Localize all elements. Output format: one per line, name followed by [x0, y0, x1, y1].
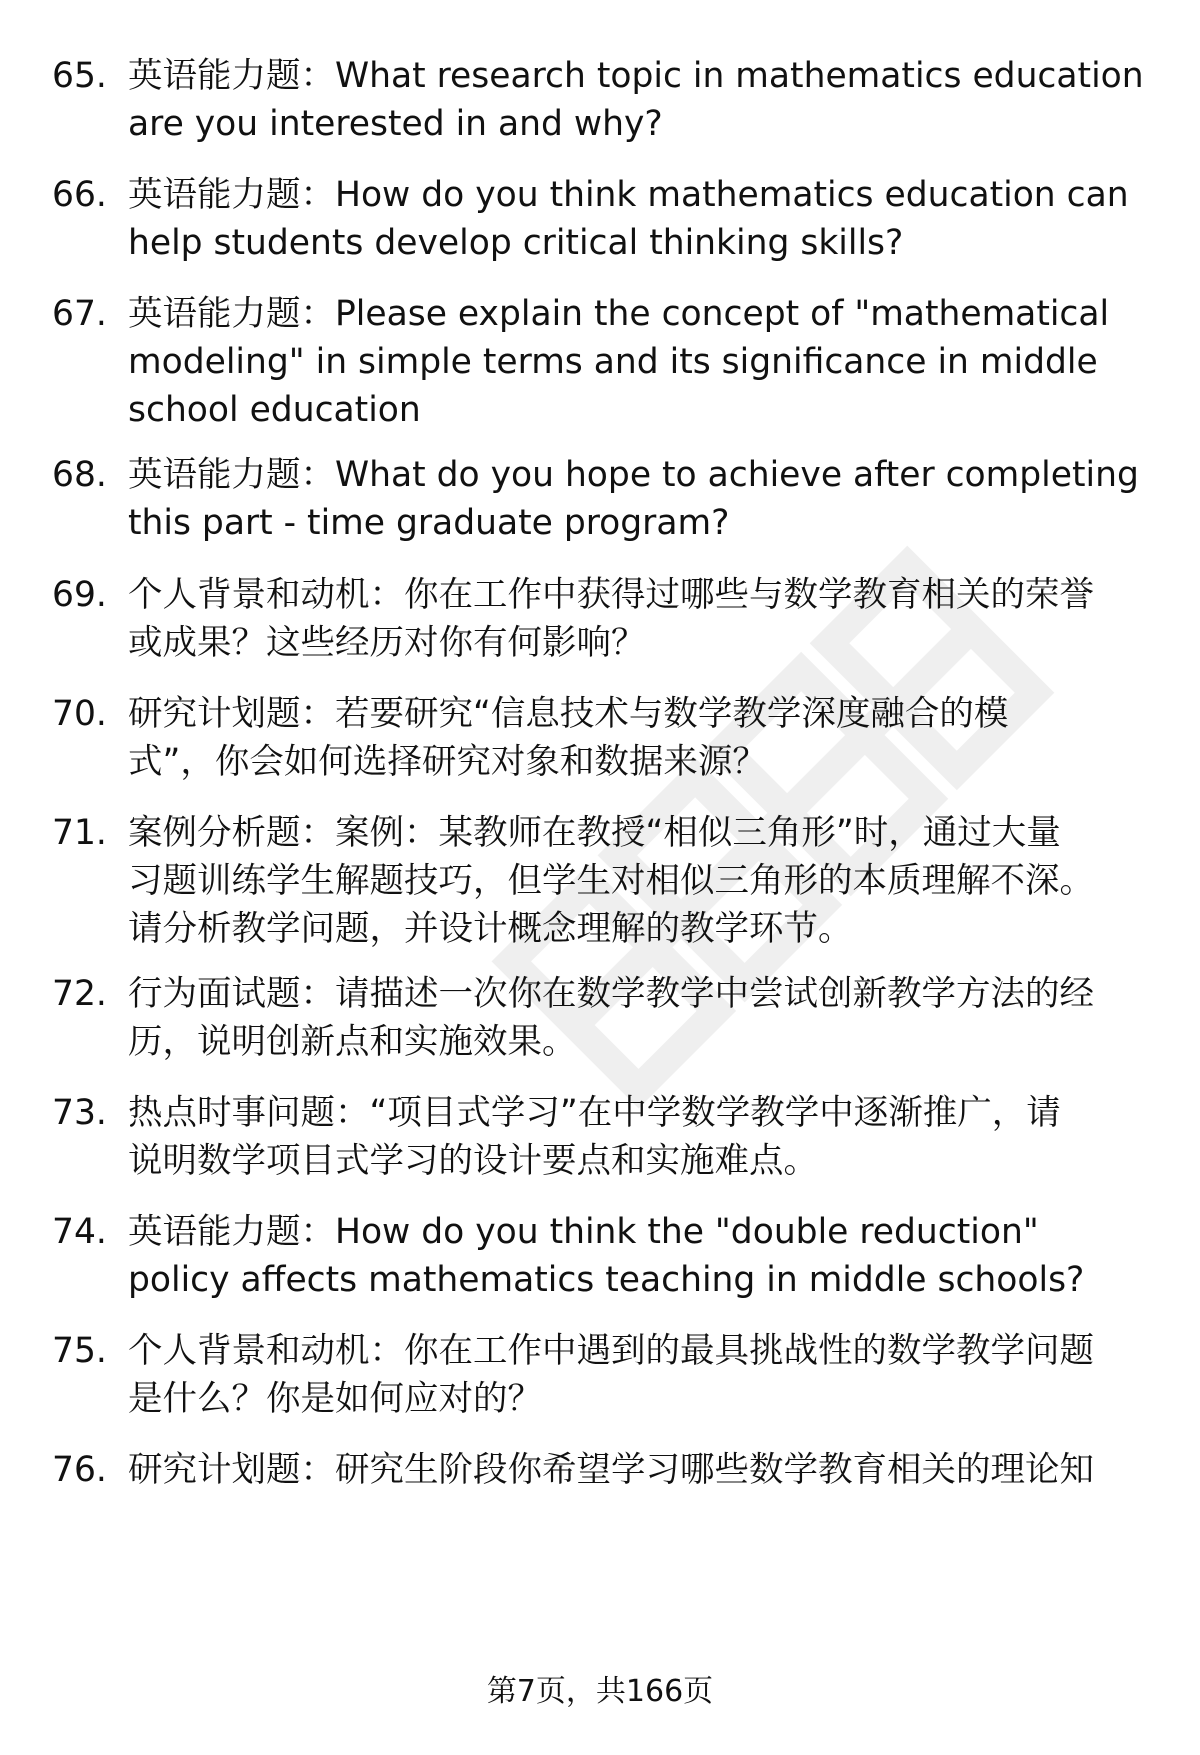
question-number: 67.	[52, 294, 107, 334]
question-text-line: policy affects mathematics teaching in middle schools?	[128, 1260, 1085, 1300]
question-text-line: 或成果？这些经历对你有何影响？	[128, 623, 646, 663]
question-number: 74.	[52, 1212, 107, 1252]
question-number: 71.	[52, 813, 107, 853]
question-text	[128, 290, 1168, 434]
question-text-line: 说明数学项目式学习的设计要点和实施难点。	[128, 1141, 818, 1181]
question-number: 70.	[52, 694, 107, 734]
question-number: 68.	[52, 455, 107, 495]
page-number: 第7页，共166页	[486, 1674, 714, 1709]
question-number: 76.	[52, 1450, 107, 1490]
question-text-line: 英语能力题：Please explain the concept of "mathematical	[128, 294, 1110, 334]
question-text-line: are you interested in and why?	[128, 104, 663, 144]
question-number: 66.	[52, 175, 107, 215]
question-text-line: 请分析教学问题，并设计概念理解的教学环节。	[128, 909, 853, 949]
question-text-line: school education	[128, 390, 421, 430]
question-text-line: 个人背景和动机：你在工作中遇到的最具挑战性的数学教学问题	[128, 1331, 1094, 1371]
question-text-line: 是什么？你是如何应对的？	[128, 1379, 542, 1419]
question-text-line: 个人背景和动机：你在工作中获得过哪些与数学教育相关的荣誉	[128, 575, 1094, 615]
question-text	[128, 451, 1168, 547]
question-number: 72.	[52, 974, 107, 1014]
question-number: 65.	[52, 56, 107, 96]
question-text-line: help students develop critical thinking skills?	[128, 223, 904, 263]
question-text	[128, 571, 1168, 667]
question-text-line: 英语能力题：What do you hope to achieve after completing	[128, 455, 1139, 495]
question-text-line: modeling" in simple terms and its significance in middle	[128, 342, 1098, 382]
question-text	[128, 1089, 1168, 1185]
question-text	[128, 171, 1168, 267]
question-text-line: 行为面试题：请描述一次你在数学教学中尝试创新教学方法的经	[128, 974, 1094, 1014]
question-text	[128, 1327, 1168, 1423]
question-text-line: 研究计划题：研究生阶段你希望学习哪些数学教育相关的理论知	[128, 1450, 1094, 1490]
question-text	[128, 970, 1168, 1066]
question-text-line: 英语能力题：How do you think the "double reduction"	[128, 1212, 1039, 1252]
question-text	[128, 52, 1168, 148]
question-number: 73.	[52, 1093, 107, 1133]
question-text	[128, 690, 1168, 786]
question-text	[128, 1208, 1168, 1304]
question-text	[128, 1446, 1168, 1494]
question-text-line: 习题训练学生解题技巧，但学生对相似三角形的本质理解不深。	[128, 861, 1094, 901]
question-text-line: 英语能力题：What research topic in mathematics education	[128, 56, 1144, 96]
question-text	[128, 809, 1168, 953]
question-number: 75.	[52, 1331, 107, 1371]
question-text-line: 历，说明创新点和实施效果。	[128, 1022, 577, 1062]
question-text-line: 热点时事问题：“项目式学习”在中学数学教学中逐渐推广，请	[128, 1093, 1061, 1133]
question-text-line: 式”，你会如何选择研究对象和数据来源？	[128, 742, 767, 782]
question-text-line: 研究计划题：若要研究“信息技术与数学教学深度融合的模	[128, 694, 1009, 734]
question-text-line: this part - time graduate program?	[128, 503, 730, 543]
question-text-line: 案例分析题：案例：某教师在教授“相似三角形”时，通过大量	[128, 813, 1061, 853]
question-number: 69.	[52, 575, 107, 615]
question-text-line: 英语能力题：How do you think mathematics education can	[128, 175, 1129, 215]
